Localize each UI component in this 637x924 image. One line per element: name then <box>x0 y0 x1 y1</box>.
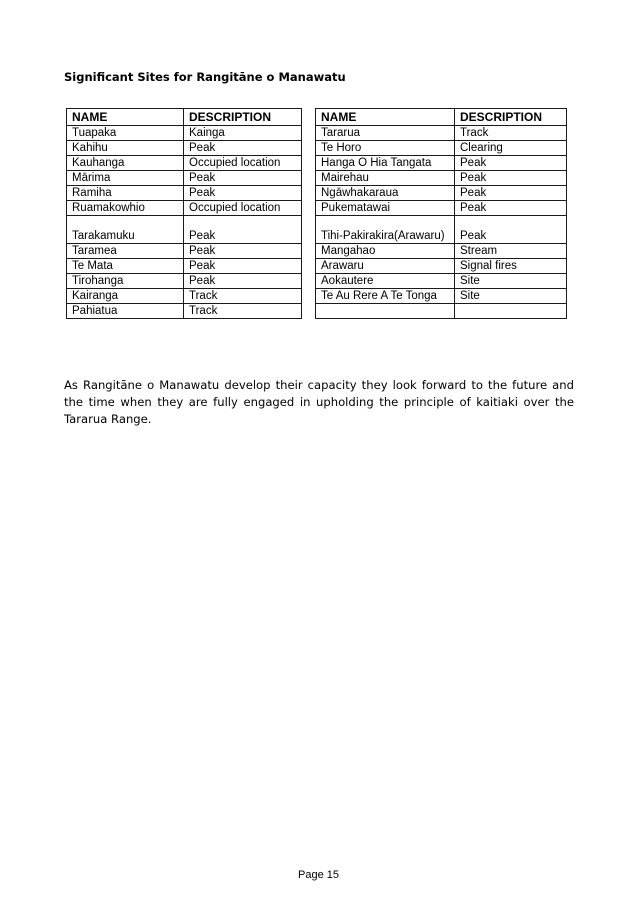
table-row <box>67 141 302 156</box>
table-row <box>316 126 567 141</box>
site-name-cell: Arawaru <box>316 259 455 274</box>
site-name-cell: Te Au Rere A Te Tonga <box>316 289 455 304</box>
site-name-cell: Ruamakowhio <box>67 201 184 216</box>
site-name-cell: Ramiha <box>67 186 184 201</box>
table-row <box>67 259 302 274</box>
site-description-cell: Peak <box>184 216 302 244</box>
table-row <box>316 141 567 156</box>
site-name-cell: Aokautere <box>316 274 455 289</box>
site-name-cell: Kairanga <box>67 289 184 304</box>
body-paragraph: As Rangitāne o Manawatu develop their capacity they look forward to the future and the time when they are fully engaged in upholding the principle of kaitiaki over the Tararua Range. <box>64 378 574 426</box>
site-name-cell: Tihi-Pakirakira(Arawaru) <box>316 216 455 244</box>
column-header-name: NAME <box>316 109 455 126</box>
table-row <box>67 304 302 319</box>
table-row <box>67 216 302 244</box>
site-description-cell: Signal fires <box>455 259 567 274</box>
table-row <box>67 289 302 304</box>
site-name-cell: Tararua <box>316 126 455 141</box>
site-description-cell: Stream <box>455 244 567 259</box>
site-name-cell: Taramea <box>67 244 184 259</box>
site-description-cell: Peak <box>455 186 567 201</box>
site-description-cell: Site <box>455 274 567 289</box>
table-row <box>316 244 567 259</box>
site-name-cell: Tirohanga <box>67 274 184 289</box>
column-header-description: DESCRIPTION <box>184 109 302 126</box>
site-description-cell: Peak <box>455 201 567 216</box>
column-header-name: NAME <box>67 109 184 126</box>
site-description-cell <box>455 304 567 319</box>
section-heading: Significant Sites for Rangitāne o Manawatu <box>64 70 346 84</box>
site-description-cell: Peak <box>184 141 302 156</box>
table-row <box>67 156 302 171</box>
column-header-description: DESCRIPTION <box>455 109 567 126</box>
table-row <box>67 274 302 289</box>
site-description-cell: Peak <box>184 259 302 274</box>
sites-table-left <box>66 108 302 319</box>
site-name-cell: Kauhanga <box>67 156 184 171</box>
site-description-cell: Track <box>184 304 302 319</box>
site-description-cell: Site <box>455 289 567 304</box>
site-name-cell: Te Horo <box>316 141 455 156</box>
site-description-cell: Kainga <box>184 126 302 141</box>
site-name-cell: Mangahao <box>316 244 455 259</box>
table-row <box>316 304 567 319</box>
table-row <box>67 244 302 259</box>
site-name-cell: Hanga O Hia Tangata <box>316 156 455 171</box>
site-name-cell: Mārima <box>67 171 184 186</box>
table-row <box>316 201 567 216</box>
site-name-cell: Ngāwhakaraua <box>316 186 455 201</box>
site-name-cell: Tarakamuku <box>67 216 184 244</box>
table-row <box>316 171 567 186</box>
table-row <box>316 156 567 171</box>
site-description-cell: Occupied location <box>184 201 302 216</box>
table-row <box>67 126 302 141</box>
site-description-cell: Track <box>455 126 567 141</box>
site-description-cell: Peak <box>455 156 567 171</box>
table-header-row <box>67 109 302 126</box>
site-description-cell: Peak <box>184 186 302 201</box>
table-row <box>67 186 302 201</box>
site-description-cell: Occupied location <box>184 156 302 171</box>
site-name-cell: Te Mata <box>67 259 184 274</box>
site-name-cell: Pahiatua <box>67 304 184 319</box>
site-description-cell: Clearing <box>455 141 567 156</box>
site-description-cell: Peak <box>184 171 302 186</box>
site-name-cell: Kahihu <box>67 141 184 156</box>
table-row <box>67 201 302 216</box>
table-row <box>316 259 567 274</box>
site-description-cell: Track <box>184 289 302 304</box>
sites-table-right <box>315 108 567 319</box>
table-row <box>316 289 567 304</box>
site-description-cell: Peak <box>184 244 302 259</box>
table-header-row <box>316 109 567 126</box>
table-row <box>316 216 567 244</box>
site-name-cell: Mairehau <box>316 171 455 186</box>
site-name-cell: Pukematawai <box>316 201 455 216</box>
site-name-cell: Tuapaka <box>67 126 184 141</box>
table-row <box>316 274 567 289</box>
site-description-cell: Peak <box>455 171 567 186</box>
site-description-cell: Peak <box>455 216 567 244</box>
site-name-cell <box>316 304 455 319</box>
page-number: Page 15 <box>298 869 339 881</box>
table-row <box>67 171 302 186</box>
site-description-cell: Peak <box>184 274 302 289</box>
table-row <box>316 186 567 201</box>
